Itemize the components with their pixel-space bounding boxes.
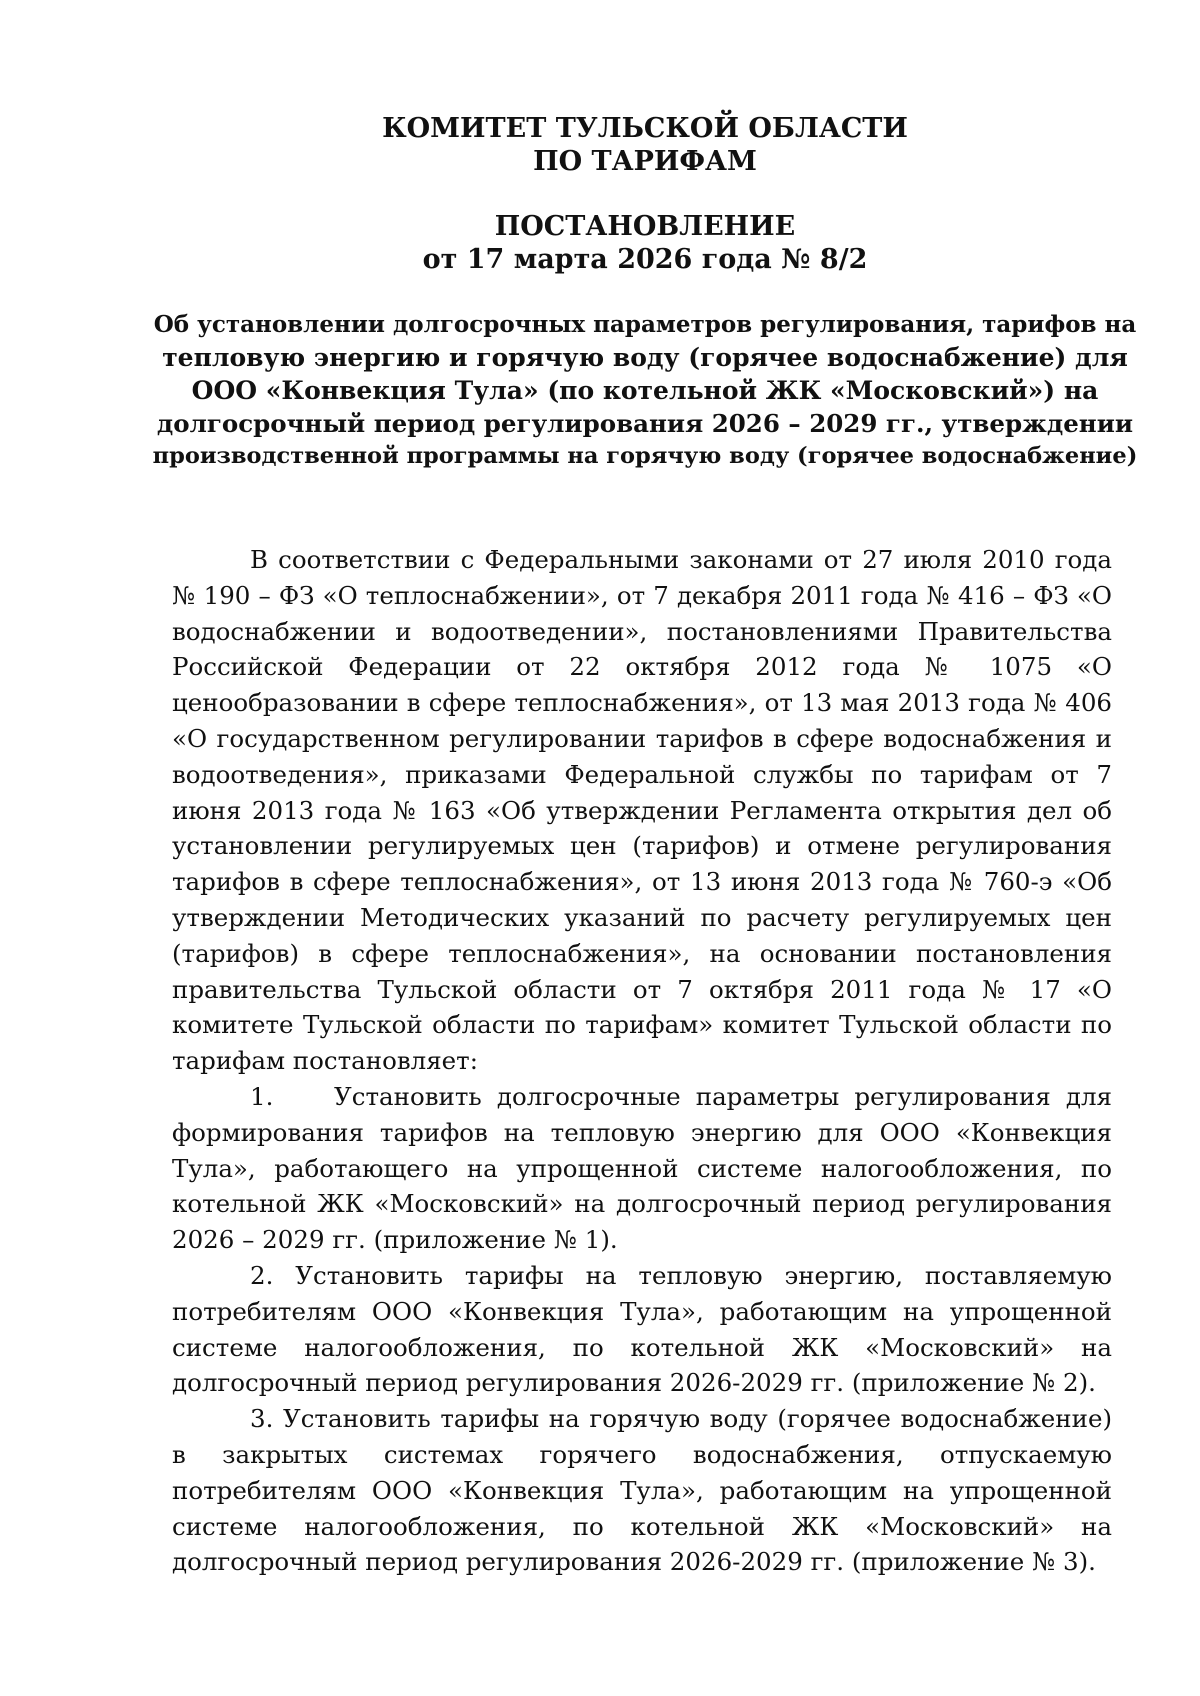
- committee-name-line: КОМИТЕТ ТУЛЬСКОЙ ОБЛАСТИ: [382, 113, 908, 144]
- preamble-paragraph: В соответствии с Федеральными законами от 27 июля 2010 года № 190 – ФЗ «О теплоснабжении», от 7 декабря 2011 года № 416 – ФЗ «О водоснабжении и водоотведении», постановлениями Правительства Российской Федерации от 22 октября 2012 года № 1075 «О ценообразовании в сфере теплоснабжения», от 13 мая 2013 года № 406 «О государственном регулировании тарифов в сфере водоснабжения и водоотведения», приказами Федеральной службы по тарифам от 7 июня 2013 года № 163 «Об утверждении Регламента открытия дел об установлении регулируемых цен (тарифов) и отмене регулирования тарифов в сфере теплоснабжения», от 13 июня 2013 года № 760-э «Об утверждении Методических указаний по расчету регулируемых цен (тарифов) в сфере теплоснабжения», на основании постановления правительства Тульской области от 7 октября 2011 года № 17 «О комитете Тульской области по тарифам» комитет Тульской области по тарифам постановляет:: [172, 545, 1112, 1076]
- document-date-number: от 17 марта 2026 года № 8/2: [422, 244, 868, 275]
- document-title: [150, 308, 1140, 473]
- document-type: ПОСТАНОВЛЕНИЕ: [494, 211, 796, 242]
- document-body: [172, 542, 1112, 1580]
- title-line: долгосрочный период регулирования 2026 – 2029 гг., утверждении: [156, 409, 1134, 438]
- title-line: ООО «Конвекция Тула» (по котельной ЖК «Московский») на: [191, 376, 1099, 405]
- resolution-item: 2. Установить тарифы на тепловую энергию, поставляемую потребителям ООО «Конвекция Тула», работающим на упрощенной системе налогообложения, по котельной ЖК «Московский» на долгосрочный период регулирования 2026-2029 гг. (приложение № 2).: [172, 1260, 1112, 1398]
- committee-heading: [150, 112, 1140, 178]
- title-line: производственной программы на горячую воду (горячее водоснабжение): [152, 443, 1138, 469]
- resolution-item: 1. Установить долгосрочные параметры регулирования для формирования тарифов на тепловую энергию для ООО «Конвекция Тула», работающего на упрощенной системе налогообложения, по котельной ЖК «Московский» на долгосрочный период регулирования 2026 – 2029 гг. (приложение № 1).: [172, 1081, 1112, 1255]
- title-line: тепловую энергию и горячую воду (горячее водоснабжение) для: [162, 343, 1128, 372]
- resolution-item: 3. Установить тарифы на горячую воду (горячее водоснабжение) в закрытых системах горячего водоснабжения, отпускаемую потребителям ООО «Конвекция Тула», работающим на упрощенной системе налогообложения, по котельной ЖК «Московский» на долгосрочный период регулирования 2026-2029 гг. (приложение № 3).: [172, 1404, 1112, 1577]
- decree-heading: [150, 210, 1140, 276]
- committee-name-line: ПО ТАРИФАМ: [533, 146, 757, 177]
- title-line: Об установлении долгосрочных параметров регулирования, тарифов на: [153, 311, 1137, 338]
